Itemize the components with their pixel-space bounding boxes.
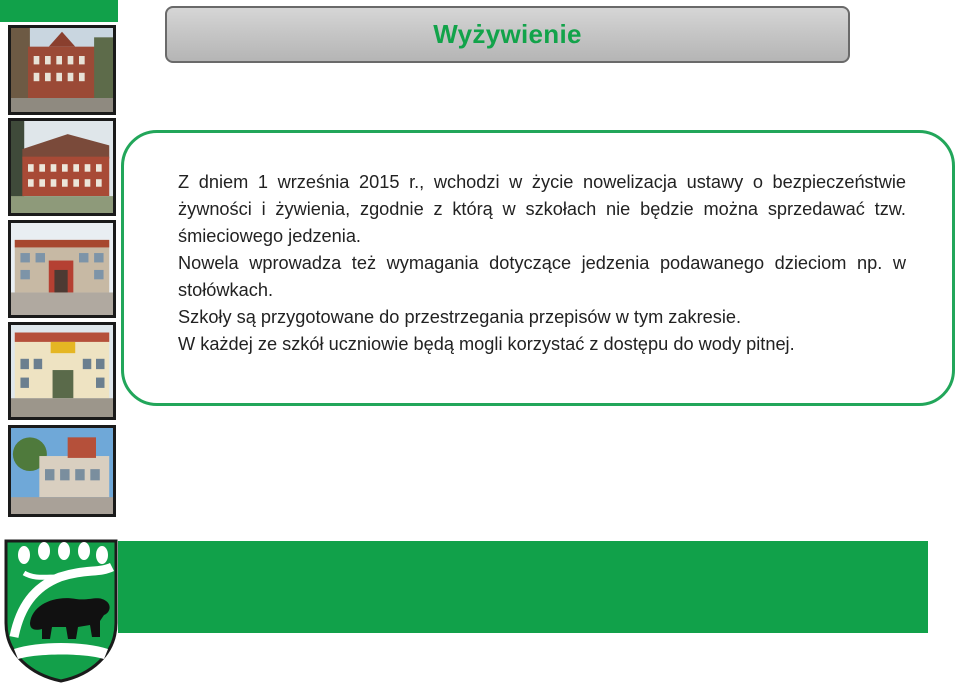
footer-green-band	[118, 541, 928, 633]
coat-of-arms-icon	[4, 537, 118, 683]
paragraph-requirements: Nowela wprowadza też wymagania dotyczące jedzenia podawanego dzieciom np. w stołówkach.	[178, 253, 906, 300]
paragraph-water-access: W każdej ze szkół uczniowie będą mogli korzystać z dostępu do wody pitnej.	[178, 334, 795, 354]
title-banner	[165, 6, 850, 63]
paragraph-schools-prepared: Szkoły są przygotowane do przestrzegania przepisów w tym zakresie.	[178, 307, 742, 327]
sidebar-green-bar	[0, 0, 118, 22]
school-photo-1	[8, 25, 116, 115]
paragraph-law-change: Z dniem 1 września 2015 r., wchodzi w życie nowelizacja ustawy o bezpieczeństwie żywności i żywienia, zgodnie z którą w szkołach nie będzie można sprzedawać tzw. śmieciowego jedzenia.	[178, 172, 906, 246]
school-photo-3	[8, 220, 116, 318]
page-title: Wyżywienie	[433, 19, 582, 49]
content-box	[121, 130, 955, 406]
school-photo-5	[8, 425, 116, 517]
school-photo-2	[8, 118, 116, 216]
photo-sidebar	[0, 0, 118, 687]
school-photo-4	[8, 322, 116, 420]
